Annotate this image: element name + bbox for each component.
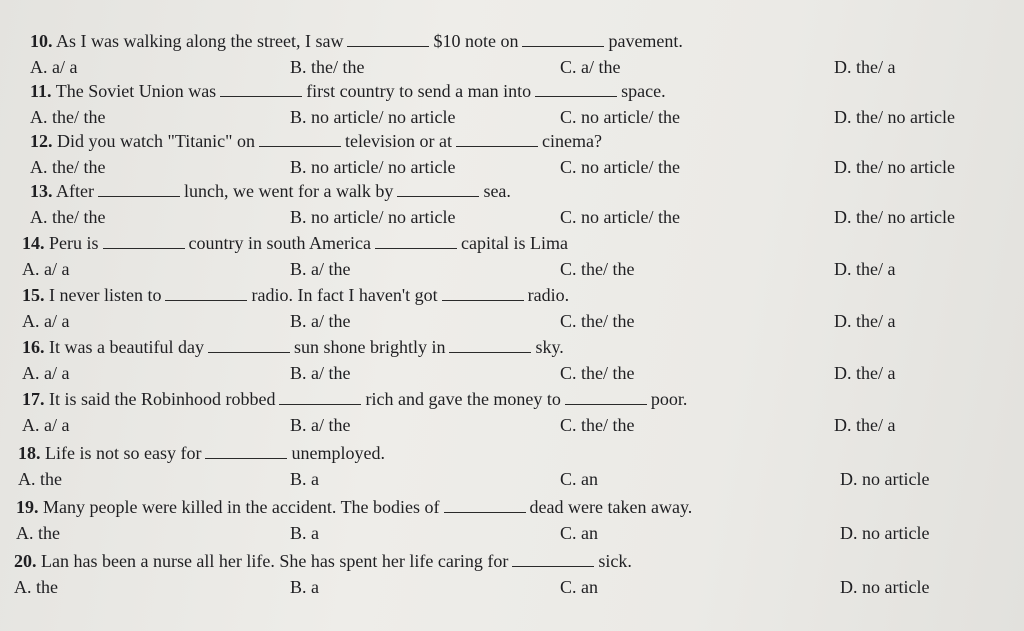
answer-blank bbox=[259, 145, 341, 147]
question-text: 15. I never listen to radio. In fact I haven't got radio. bbox=[22, 285, 570, 305]
option-b[interactable]: B. no article/ no article bbox=[290, 107, 456, 127]
option-d[interactable]: D. the/ no article bbox=[834, 107, 955, 127]
answer-blank bbox=[165, 299, 247, 301]
option-d[interactable]: D. the/ a bbox=[834, 363, 896, 383]
question-text: 12. Did you watch "Titanic" on television or at cinema? bbox=[30, 131, 602, 151]
question-text: 19. Many people were killed in the accident. The bodies of dead were taken away. bbox=[16, 497, 693, 517]
option-c[interactable]: C. the/ the bbox=[560, 311, 635, 331]
options-row-10 bbox=[0, 54, 1024, 80]
option-c[interactable]: C. a/ the bbox=[560, 57, 621, 77]
option-d[interactable]: D. the/ a bbox=[834, 311, 896, 331]
options-row-20 bbox=[0, 574, 1024, 600]
option-d[interactable]: D. no article bbox=[840, 469, 930, 489]
option-b[interactable]: B. a/ the bbox=[290, 363, 351, 383]
option-b[interactable]: B. a bbox=[290, 469, 319, 489]
answer-blank bbox=[375, 247, 457, 249]
option-a[interactable]: A. the bbox=[16, 523, 60, 543]
options-row-16 bbox=[0, 360, 1024, 386]
question-text: 20. Lan has been a nurse all her life. She has spent her life caring for sick. bbox=[14, 551, 632, 571]
answer-blank bbox=[279, 403, 361, 405]
answer-blank bbox=[512, 565, 594, 567]
option-d[interactable]: D. no article bbox=[840, 523, 930, 543]
option-a[interactable]: A. a/ a bbox=[22, 415, 70, 435]
question-13 bbox=[0, 178, 1024, 204]
answer-blank bbox=[535, 95, 617, 97]
option-a[interactable]: A. the/ the bbox=[30, 157, 106, 177]
question-19 bbox=[0, 494, 1024, 520]
answer-blank bbox=[522, 45, 604, 47]
option-a[interactable]: A. a/ a bbox=[22, 259, 70, 279]
question-text: 18. Life is not so easy for unemployed. bbox=[18, 443, 385, 463]
option-d[interactable]: D. the/ no article bbox=[834, 157, 955, 177]
options-row-17 bbox=[0, 412, 1024, 438]
question-text: 17. It is said the Robinhood robbed rich and gave the money to poor. bbox=[22, 389, 688, 409]
option-a[interactable]: A. the bbox=[18, 469, 62, 489]
question-18 bbox=[0, 440, 1024, 466]
option-b[interactable]: B. a bbox=[290, 577, 319, 597]
question-text: 10. As I was walking along the street, I saw $10 note on pavement. bbox=[30, 31, 683, 51]
option-c[interactable]: C. an bbox=[560, 469, 598, 489]
option-d[interactable]: D. the/ no article bbox=[834, 207, 955, 227]
option-c[interactable]: C. no article/ the bbox=[560, 107, 680, 127]
option-c[interactable]: C. no article/ the bbox=[560, 207, 680, 227]
question-14 bbox=[0, 230, 1024, 256]
options-row-14 bbox=[0, 256, 1024, 282]
question-text: 16. It was a beautiful day sun shone brightly in sky. bbox=[22, 337, 564, 357]
option-a[interactable]: A. the bbox=[14, 577, 58, 597]
option-c[interactable]: C. the/ the bbox=[560, 363, 635, 383]
option-a[interactable]: A. the/ the bbox=[30, 107, 106, 127]
option-b[interactable]: B. a/ the bbox=[290, 415, 351, 435]
option-a[interactable]: A. a/ a bbox=[30, 57, 78, 77]
option-c[interactable]: C. an bbox=[560, 577, 598, 597]
options-row-18 bbox=[0, 466, 1024, 492]
answer-blank bbox=[205, 457, 287, 459]
options-row-12 bbox=[0, 154, 1024, 180]
option-b[interactable]: B. no article/ no article bbox=[290, 157, 456, 177]
options-row-11 bbox=[0, 104, 1024, 130]
answer-blank bbox=[98, 195, 180, 197]
answer-blank bbox=[103, 247, 185, 249]
option-b[interactable]: B. a/ the bbox=[290, 311, 351, 331]
options-row-19 bbox=[0, 520, 1024, 546]
option-d[interactable]: D. the/ a bbox=[834, 57, 896, 77]
option-a[interactable]: A. a/ a bbox=[22, 363, 70, 383]
option-c[interactable]: C. an bbox=[560, 523, 598, 543]
question-text: 14. Peru is country in south America capital is Lima bbox=[22, 233, 568, 253]
option-c[interactable]: C. no article/ the bbox=[560, 157, 680, 177]
options-row-15 bbox=[0, 308, 1024, 334]
option-a[interactable]: A. a/ a bbox=[22, 311, 70, 331]
option-b[interactable]: B. no article/ no article bbox=[290, 207, 456, 227]
answer-blank bbox=[449, 351, 531, 353]
answer-blank bbox=[397, 195, 479, 197]
answer-blank bbox=[347, 45, 429, 47]
option-c[interactable]: C. the/ the bbox=[560, 259, 635, 279]
answer-blank bbox=[220, 95, 302, 97]
question-15 bbox=[0, 282, 1024, 308]
question-11 bbox=[0, 78, 1024, 104]
option-d[interactable]: D. the/ a bbox=[834, 259, 896, 279]
option-d[interactable]: D. the/ a bbox=[834, 415, 896, 435]
answer-blank bbox=[565, 403, 647, 405]
answer-blank bbox=[208, 351, 290, 353]
question-16 bbox=[0, 334, 1024, 360]
option-b[interactable]: B. the/ the bbox=[290, 57, 365, 77]
option-a[interactable]: A. the/ the bbox=[30, 207, 106, 227]
question-10 bbox=[0, 28, 1024, 54]
options-row-13 bbox=[0, 204, 1024, 230]
answer-blank bbox=[456, 145, 538, 147]
question-17 bbox=[0, 386, 1024, 412]
option-c[interactable]: C. the/ the bbox=[560, 415, 635, 435]
question-text: 13. After lunch, we went for a walk by sea. bbox=[30, 181, 511, 201]
option-b[interactable]: B. a bbox=[290, 523, 319, 543]
answer-blank bbox=[444, 511, 526, 513]
question-20 bbox=[0, 548, 1024, 574]
question-12 bbox=[0, 128, 1024, 154]
question-text: 11. The Soviet Union was first country to send a man into space. bbox=[30, 81, 666, 101]
answer-blank bbox=[442, 299, 524, 301]
option-b[interactable]: B. a/ the bbox=[290, 259, 351, 279]
option-d[interactable]: D. no article bbox=[840, 577, 930, 597]
